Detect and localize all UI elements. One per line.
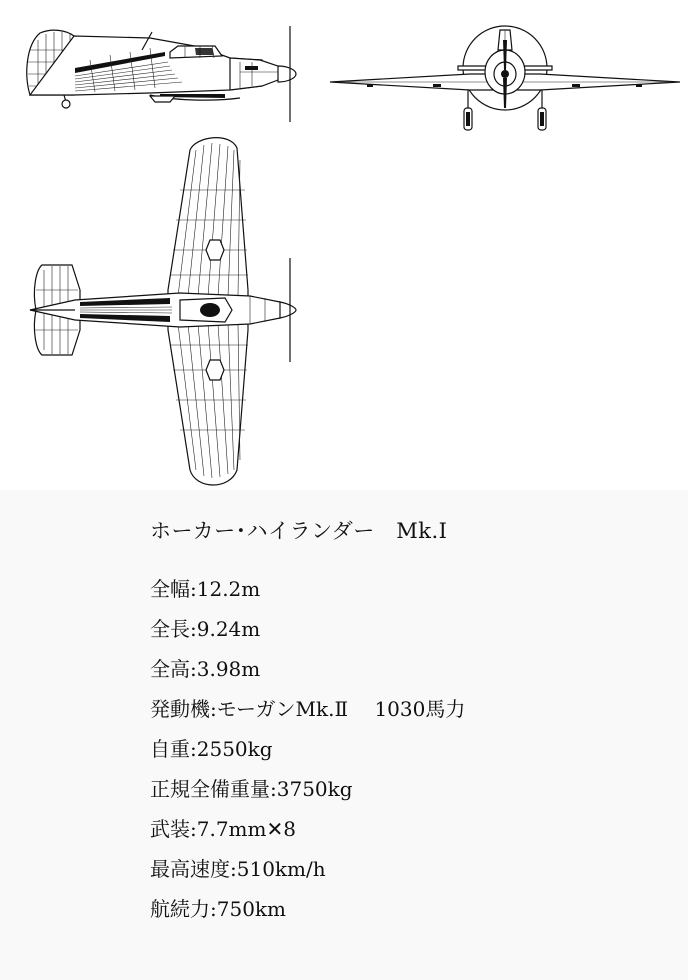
spec-empty-weight: 自重:2550kg: [150, 737, 273, 761]
aircraft-name-title: ホーカー･ハイランダー Mk.Ⅰ: [150, 519, 448, 543]
spec-label: 正規全備重量: [150, 777, 270, 801]
spec-engine: 発動機:モーガンMk.Ⅱ 1030馬力: [150, 697, 466, 721]
spec-label: 全高: [150, 657, 190, 681]
spec-value: 510km/h: [236, 857, 326, 881]
spec-value: モーガンMk.Ⅱ 1030馬力: [216, 697, 466, 721]
spec-label: 全幅: [150, 577, 190, 601]
spec-value: 3.98m: [196, 657, 261, 681]
spec-value: 12.2m: [196, 577, 261, 601]
top-view: [30, 138, 296, 485]
spec-value: 7.7mm✕8: [196, 817, 296, 841]
spec-label: 自重: [150, 737, 190, 761]
spec-label: 武装: [150, 817, 190, 841]
specification-panel: [0, 490, 688, 980]
spec-height: 全高:3.98m: [150, 657, 261, 681]
spec-label: 航続力: [150, 897, 210, 921]
spec-label: 最高速度: [150, 857, 230, 881]
spec-loaded-weight: 正規全備重量:3750kg: [150, 777, 353, 801]
spec-range: 航続力:750km: [150, 897, 287, 921]
spec-value: 750km: [216, 897, 287, 921]
front-view: [330, 26, 680, 130]
spec-wingspan: 全幅:12.2m: [150, 577, 261, 601]
spec-label: 発動機: [150, 697, 210, 721]
spec-value: 9.24m: [196, 617, 261, 641]
spec-max-speed: 最高速度:510km/h: [150, 857, 326, 881]
spec-value: 2550kg: [196, 737, 273, 761]
spec-armament: 武装:7.7mm✕8: [150, 817, 296, 841]
spec-label: 全長: [150, 617, 190, 641]
side-view: [27, 26, 296, 122]
spec-length: 全長:9.24m: [150, 617, 261, 641]
spec-value: 3750kg: [276, 777, 353, 801]
